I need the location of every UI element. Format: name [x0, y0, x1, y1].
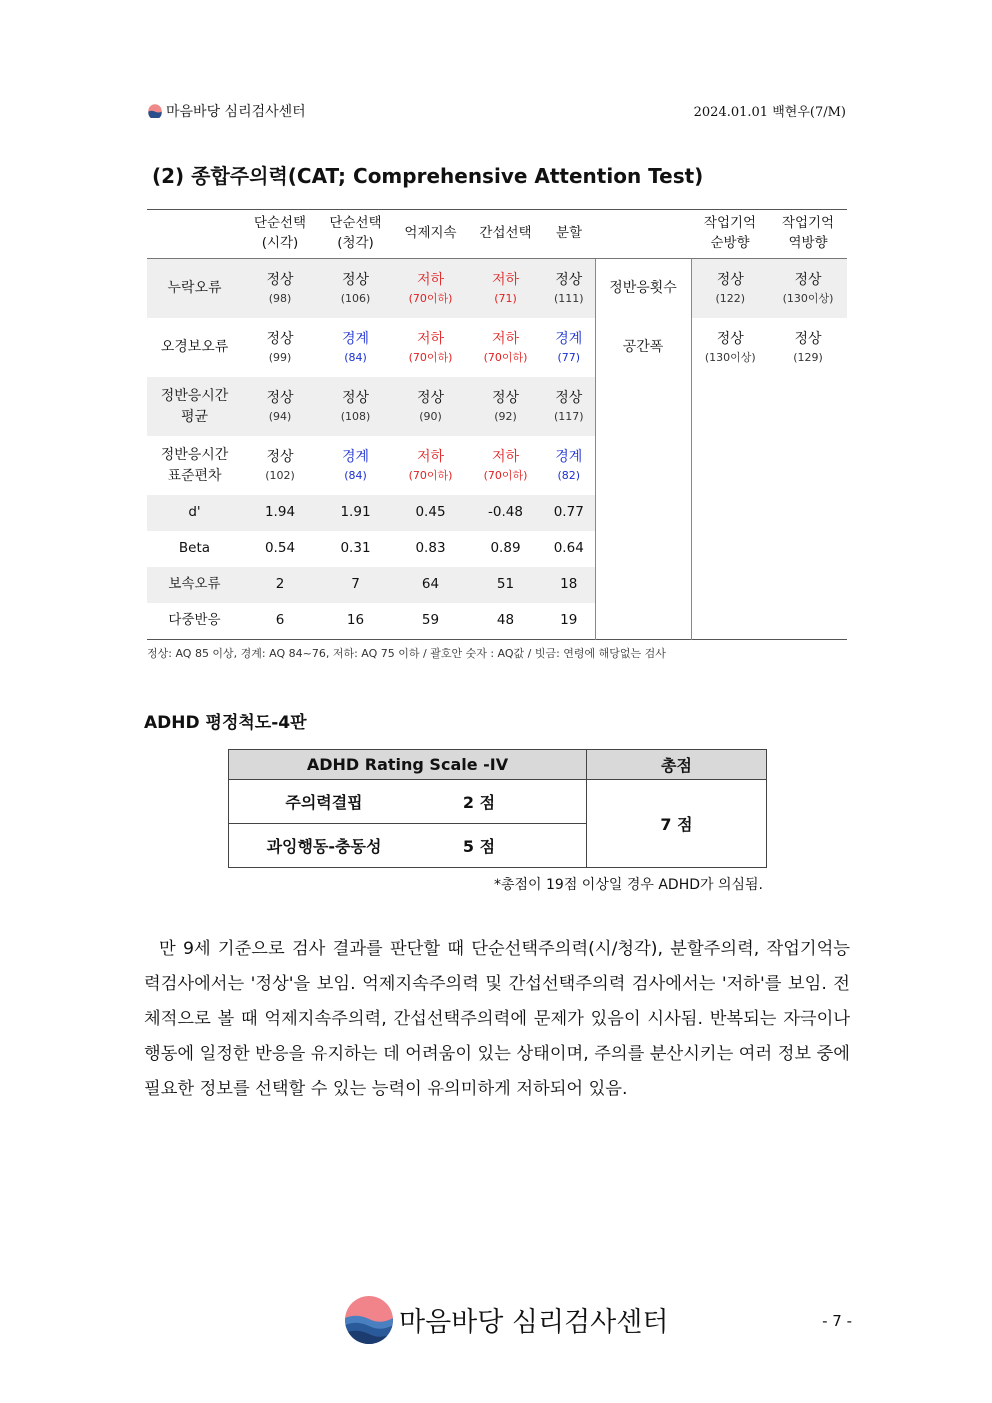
summary-paragraph: 만 9세 기준으로 검사 결과를 판단할 때 단순선택주의력(시/청각), 분할주의력, 작업기억능력검사에서는 '정상'을 보임. 억제지속주의력 및 간섭선택주의력 검사에서는 '저하'를 보임. 전체적으로 볼 때 억제지속주의력, 간섭선택주의력에 문제가 있음이 시사됨. 반복되는 자극이나 행동에 일정한 반응을 유지하는 데 어려움이 있는 상태이며, 주의를 분산시키는 여러 정보 중에 필요한 정보를 선택할 수 있는 능력이 유의미하게 저하되어 있음.: [144, 939, 850, 1099]
adhd-table: [228, 749, 767, 868]
result-cell: 정상 (98): [242, 259, 318, 319]
value-cell: 64: [393, 567, 468, 603]
row-label: 보속오류: [147, 567, 242, 603]
value-cell: 16: [346, 612, 365, 629]
result-cell: 경계 (82): [543, 436, 595, 495]
result-cell: 경계 (77): [543, 318, 595, 377]
cat-legend-note: 정상: AQ 85 이상, 경계: AQ 84~76, 저하: AQ 75 이하 / 괄호안 숫자 : AQ값 / 빗금: 연령에 해당없는 검사: [147, 647, 666, 660]
value-cell: 2: [242, 567, 318, 603]
value-cell: 48: [496, 612, 515, 629]
footer-org-name: 마음바당 심리검사센터: [399, 1307, 669, 1338]
cat-table: [147, 209, 847, 640]
value-cell: 7: [318, 567, 393, 603]
adhd-header-total: 총점: [587, 750, 767, 780]
value-cell: 18: [543, 567, 595, 603]
row-label: 누락오류: [147, 259, 242, 319]
result-cell: 경계 (84): [341, 331, 370, 364]
table-row: [147, 495, 847, 531]
table-row: [147, 377, 847, 436]
value-cell: 1.94: [242, 495, 318, 531]
adhd-row-value: 2 점: [462, 793, 496, 812]
header-org-name: 마음바당 심리검사센터: [166, 104, 306, 120]
value-cell: 51: [468, 567, 543, 603]
row-label: Beta: [178, 540, 211, 557]
result-cell: 정상 (122): [691, 259, 769, 319]
logo-icon: [148, 104, 162, 118]
col-header: 단순선택 (시각): [242, 210, 318, 259]
result-cell: 저하 (70이하): [483, 449, 528, 482]
adhd-total: 7 점: [587, 780, 767, 868]
result-cell: 정상 (117): [543, 377, 595, 436]
row-label: 정반응시간 평균: [147, 377, 242, 436]
row-label: 정반응횟수: [595, 259, 691, 319]
section-title: (2) 종합주의력(CAT; Comprehensive Attention Test): [152, 164, 704, 188]
value-cell: 59: [421, 612, 440, 629]
result-cell: 정상 (90): [393, 377, 468, 436]
table-row: [147, 603, 847, 640]
col-header: 간섭선택: [468, 210, 543, 259]
row-label: d': [147, 495, 242, 531]
result-cell: 저하 (71): [468, 259, 543, 319]
adhd-row-value: 5 점: [462, 837, 496, 856]
table-row: [229, 780, 587, 824]
col-header: 단순선택 (청각): [318, 210, 393, 259]
result-cell: 정상 (106): [318, 259, 393, 319]
row-label: 다중반응: [168, 612, 221, 629]
result-cell: 정상 (111): [543, 259, 595, 319]
header-org: [148, 101, 306, 121]
table-row: [147, 531, 847, 567]
row-label: 공간폭: [595, 318, 691, 377]
result-cell: 경계 (84): [341, 449, 370, 482]
result-cell: 저하 (70이하): [408, 449, 453, 482]
col-header: 작업기억 순방향: [691, 210, 769, 259]
result-cell: 저하 (70이하): [483, 331, 528, 364]
adhd-header-scale: ADHD Rating Scale -IV: [229, 750, 587, 780]
result-cell: 정상 (108): [318, 377, 393, 436]
adhd-row-label: 주의력결핍: [285, 793, 363, 812]
row-label: 정반응시간 표준편차: [160, 447, 229, 484]
result-cell: 정상 (94): [242, 377, 318, 436]
value-cell: 0.83: [415, 540, 446, 557]
table-row: [147, 436, 847, 495]
col-header: 억제지속: [393, 210, 468, 259]
value-cell: 0.31: [340, 540, 371, 557]
result-cell: 저하 (70이하): [393, 259, 468, 319]
value-cell: 1.91: [318, 495, 393, 531]
value-cell: 0.64: [543, 531, 595, 567]
value-cell: 6: [275, 612, 285, 629]
result-cell: 정상 (99): [266, 331, 294, 364]
adhd-note: *총점이 19점 이상일 경우 ADHD가 의심됨.: [494, 877, 763, 893]
value-cell: 19: [543, 603, 595, 640]
adhd-title: ADHD 평정척도-4판: [144, 713, 307, 733]
page-number: - 7 -: [822, 1312, 852, 1330]
table-row: [229, 824, 587, 868]
logo-icon: [345, 1296, 393, 1344]
corner-cell: [147, 210, 242, 259]
col-header: 작업기억 역방향: [769, 210, 847, 259]
result-cell: 정상 (129): [793, 331, 823, 364]
table-row: [147, 318, 847, 377]
table-row: [147, 259, 847, 319]
result-cell: 저하 (70이하): [408, 331, 453, 364]
value-cell: 0.89: [490, 540, 521, 557]
header-info: 2024.01.01 백현우(7/M): [693, 105, 846, 120]
value-cell: 0.45: [393, 495, 468, 531]
result-cell: 정상 (130이상): [769, 259, 847, 319]
adhd-row-label: 과잉행동-충동성: [266, 837, 382, 856]
value-cell: 0.77: [543, 495, 595, 531]
table-row: [147, 567, 847, 603]
value-cell: 0.54: [264, 540, 296, 557]
value-cell: -0.48: [468, 495, 543, 531]
result-cell: 정상 (92): [468, 377, 543, 436]
result-cell: 정상 (130이상): [704, 331, 756, 364]
row-label: 오경보오류: [160, 339, 229, 356]
result-cell: 정상 (102): [265, 449, 295, 482]
col-header: 분할: [543, 210, 595, 259]
